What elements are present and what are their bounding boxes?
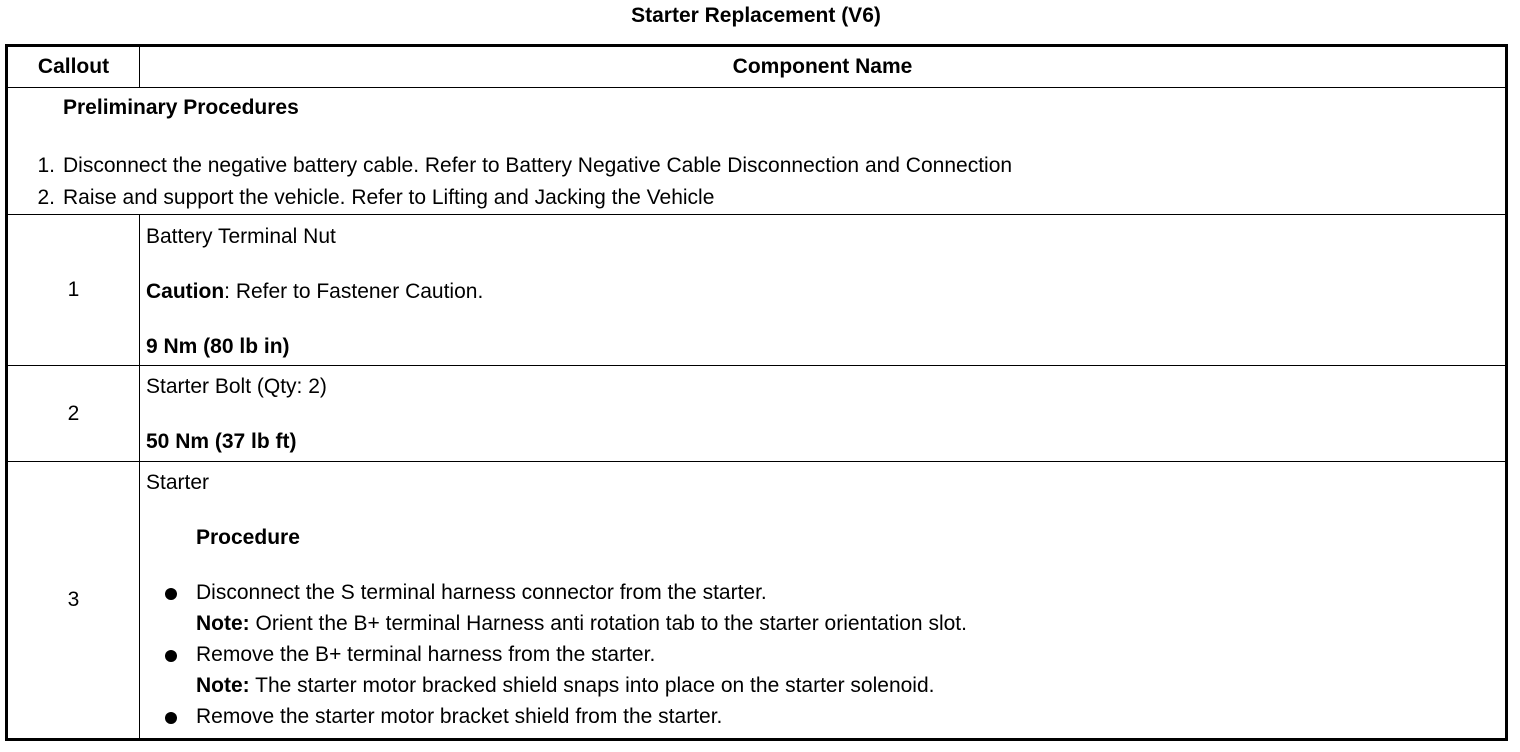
step-text: Disconnect the negative battery cable. Refer to Battery Negative Cable Disconnection and Connection [63,154,1013,177]
table-row [7,215,1507,366]
bullet-text: Remove the starter motor bracket shield from the starter. [196,705,723,728]
component-cell [140,366,1507,462]
procedure-heading: Procedure [196,526,300,549]
table-row [7,462,1507,740]
component-cell [140,462,1507,740]
note-text: The starter motor bracked shield snaps into place on the starter solenoid. [249,674,935,697]
preliminary-steps [8,150,1012,214]
document-title: Starter Replacement (V6) [631,4,881,27]
component-cell [140,215,1507,366]
caution-line [146,280,1505,304]
bullet-item [146,581,1505,643]
step-number: 1. [37,154,55,177]
component-name-header: Component Name [140,46,1507,88]
callout-number: 2 [7,366,140,462]
component-name: Starter Bolt (Qty: 2) [146,375,327,398]
preliminary-step [8,182,1012,214]
callout-number: 1 [7,215,140,366]
component-name: Battery Terminal Nut [146,225,336,248]
preliminary-heading: Preliminary Procedures [63,96,299,119]
header-row [7,46,1507,88]
component-name: Starter [146,471,210,494]
callout-header: Callout [7,46,140,88]
preliminary-row [7,88,1507,215]
preliminary-cell [7,88,1507,215]
caution-text: : Refer to Fastener Caution. [224,280,484,303]
note-line [196,612,1505,643]
table-row [7,366,1507,462]
note-label: Note: [196,612,250,635]
preliminary-step [8,150,1012,182]
torque-spec: 9 Nm (80 lb in) [146,335,290,358]
procedure-table [5,44,1508,741]
note-text: Orient the B+ terminal Harness anti rotation tab to the starter orientation slot. [249,612,967,635]
callout-number: 3 [7,462,140,740]
bullet-dot-icon [165,588,177,600]
note-label: Note: [196,674,250,697]
step-text: Raise and support the vehicle. Refer to Lifting and Jacking the Vehicle [63,186,715,209]
note-line [196,674,1505,705]
step-number: 2. [37,186,55,209]
bullet-text: Disconnect the S terminal harness connector from the starter. [196,581,767,604]
bullet-item [146,643,1505,705]
caution-label: Caution [146,280,225,303]
procedure-bullets [146,581,1505,736]
bullet-dot-icon [165,712,177,724]
bullet-text: Remove the B+ terminal harness from the starter. [196,643,656,666]
torque-spec: 50 Nm (37 lb ft) [146,430,297,453]
bullet-item [146,705,1505,736]
bullet-dot-icon [165,650,177,662]
